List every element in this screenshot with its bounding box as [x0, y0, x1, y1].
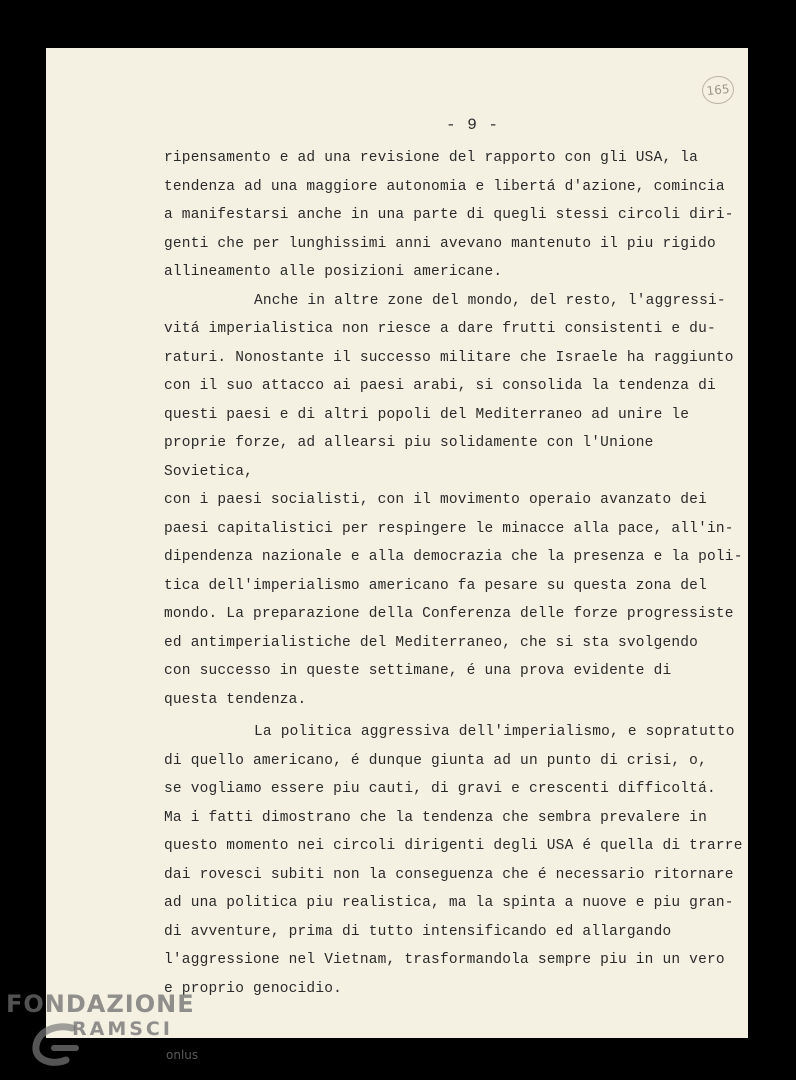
fondazione-gramsci-watermark	[6, 990, 206, 1076]
text-line: ed antimperialistiche del Mediterraneo, che si sta svolgendo	[164, 634, 699, 651]
text-line: La politica aggressiva dell'imperialismo, e sopratutto	[254, 724, 735, 740]
typed-text	[164, 144, 744, 1003]
text-line: vitá imperialistica non riesce a dare frutti consistenti e du-	[164, 321, 716, 337]
text-line: e proprio genocidio.	[164, 980, 343, 997]
text-line: con i paesi socialisti, con il movimento operaio avanzato dei	[164, 492, 707, 508]
text-line: questo momento nei circoli dirigenti degli USA é quella di trarre	[164, 838, 743, 854]
page-number: - 9 -	[446, 116, 500, 134]
text-line: Anche in altre zone del mondo, del resto, l'aggressi-	[254, 292, 726, 309]
text-line: raturi. Nonostante il successo militare che Israele ha raggiunto	[164, 349, 734, 366]
watermark-suffix: onlus	[166, 1048, 199, 1062]
text-line: ripensamento e ad una revisione del rapporto con gli USA, la	[164, 150, 699, 166]
text-line: se vogliamo essere piu cauti, di gravi e crescenti difficoltá.	[164, 781, 716, 797]
text-line: con successo in queste settimane, é una prova evidente di	[164, 663, 672, 679]
text-line: dai rovesci subiti non la conseguenza che é necessario ritornare	[164, 866, 734, 883]
text-line: l'aggressione nel Vietnam, trasformandola sempre piu in un vero	[164, 952, 725, 968]
text-line: paesi capitalistici per respingere le minacce alla pace, all'in-	[164, 520, 734, 537]
document-page	[46, 48, 748, 1038]
text-line: Ma i fatti dimostrano che la tendenza che sembra prevalere in	[164, 809, 707, 826]
text-line: allineamento alle posizioni americane.	[164, 264, 503, 280]
watermark-line1: FONDAZIONE	[6, 990, 195, 1018]
text-line: ad una politica piu realistica, ma la spinta a nuove e piu gran-	[164, 895, 734, 911]
text-line: questa tendenza.	[164, 691, 307, 708]
text-line: dipendenza nazionale e alla democrazia che la presenza e la poli-	[164, 549, 743, 565]
text-line: tica dell'imperialismo americano fa pesare su questa zona del	[164, 577, 707, 594]
archive-stamp: 165	[701, 74, 736, 105]
text-line: proprie forze, ad allearsi piu solidamente con l'Unione Sovietica,	[164, 435, 654, 480]
text-line: tendenza ad una maggiore autonomia e libertá d'azione, comincia	[164, 178, 725, 195]
watermark-line2: RAMSCI	[72, 1018, 173, 1040]
text-line: mondo. La preparazione della Conferenza delle forze progressiste	[164, 606, 734, 622]
text-line: a manifestarsi anche in una parte di quegli stessi circoli diri-	[164, 207, 734, 223]
text-line: di quello americano, é dunque giunta ad un punto di crisi, o,	[164, 752, 707, 769]
text-line: di avventure, prima di tutto intensificando ed allargando	[164, 923, 672, 940]
text-line: genti che per lunghissimi anni avevano mantenuto il piu rigido	[164, 235, 716, 252]
text-line: questi paesi e di altri popoli del Mediterraneo ad unire le	[164, 406, 690, 423]
text-line: con il suo attacco ai paesi arabi, si consolida la tendenza di	[164, 378, 716, 394]
